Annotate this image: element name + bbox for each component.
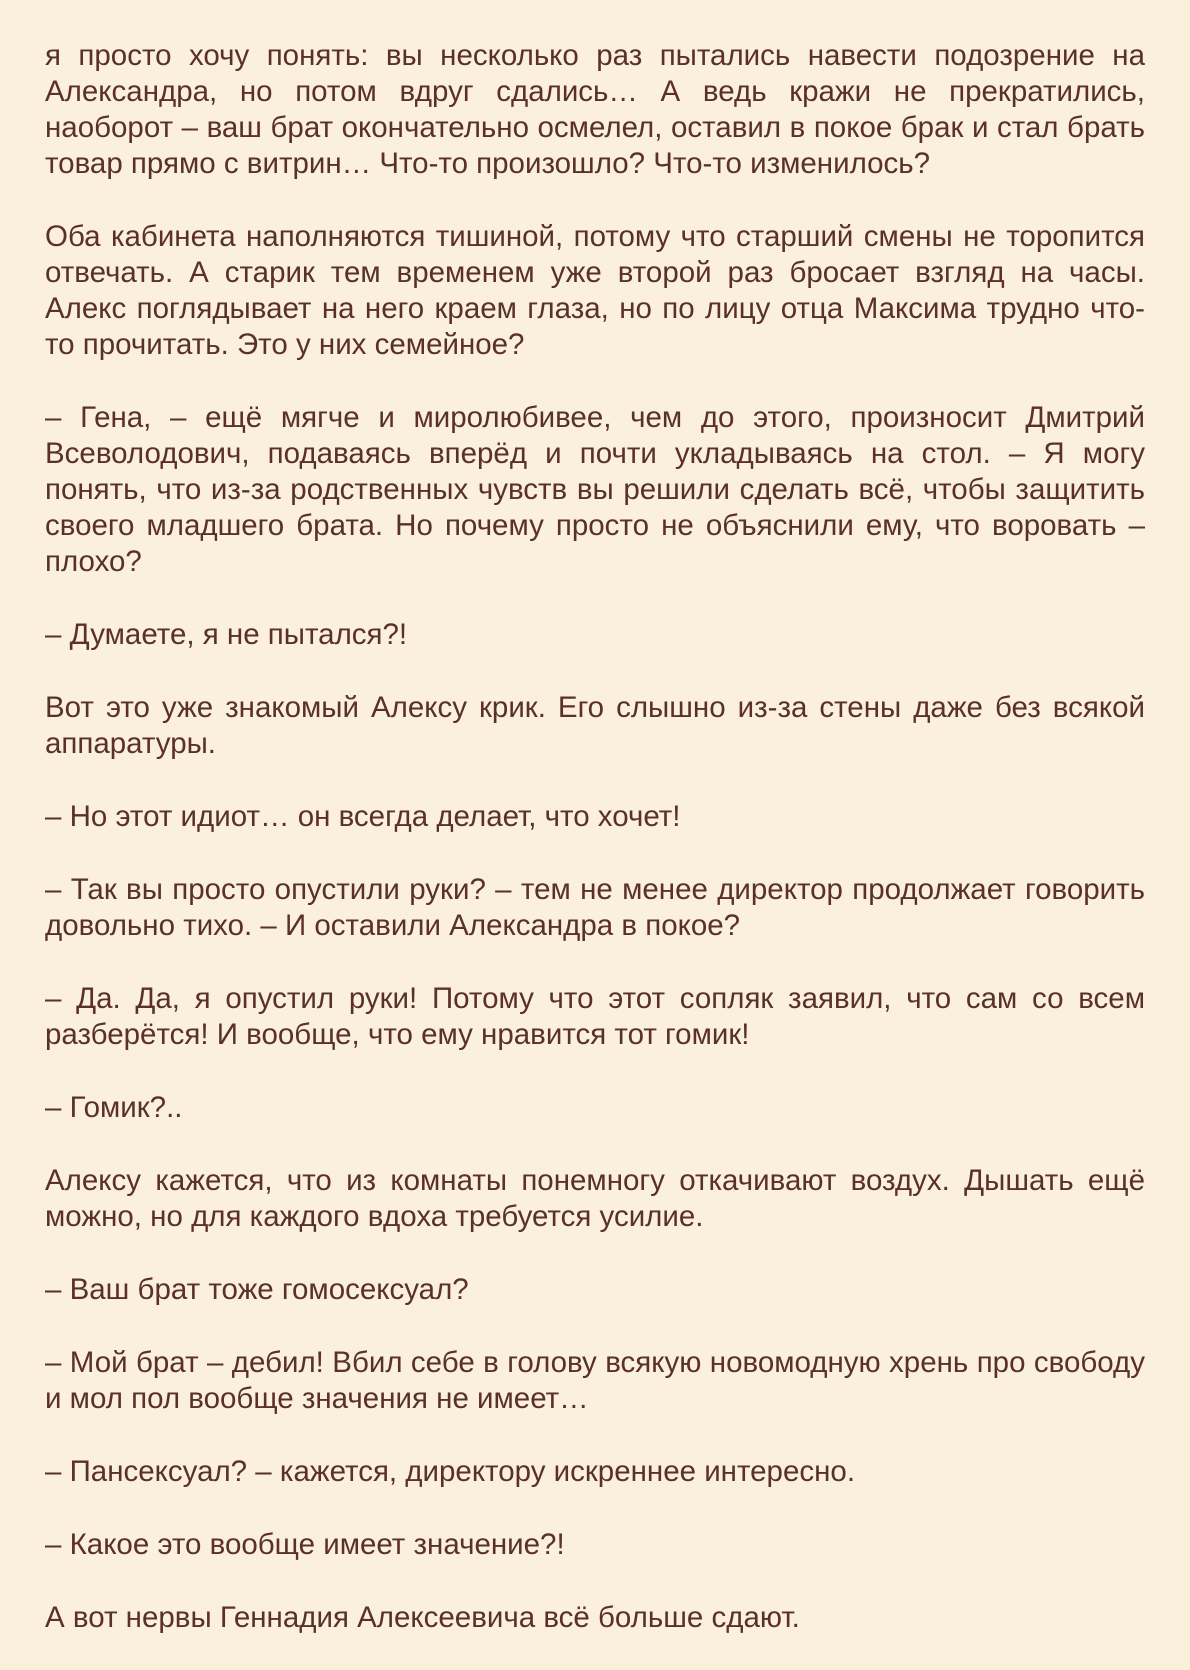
paragraph: Оба кабинета наполняются тишиной, потому что старший смены не торопится отвечать. А старик тем временем уже второй раз бросает взгляд на часы. Алекс поглядывает на него краем глаза, но по лицу отца Максима трудно что-то прочитать. Это у них семейное?	[45, 220, 1145, 361]
paragraph: Алексу кажется, что из комнаты понемногу откачивают воздух. Дышать ещё можно, но для каждого вдоха требуется усилие.	[45, 1164, 1145, 1233]
paragraph: – Думаете, я не пытался?!	[45, 618, 408, 651]
paragraph: – Гомик?..	[45, 1091, 183, 1124]
paragraph: – Да. Да, я опустил руки! Потому что этот сопляк заявил, что сам со всем разберётся! И вообще, что ему нравится тот гомик!	[45, 982, 1145, 1051]
paragraph: – Какое это вообще имеет значение?!	[45, 1528, 565, 1561]
paragraph: – Ваш брат тоже гомосексуал?	[45, 1273, 469, 1306]
paragraph: – Так вы просто опустили руки? – тем не менее директор продолжает говорить довольно тихо. – И оставили Александра в покое?	[45, 873, 1145, 942]
paragraph: – Но этот идиот… он всегда делает, что хочет!	[45, 800, 681, 833]
paragraph: я просто хочу понять: вы несколько раз пытались навести подозрение на Александра, но потом вдруг сдались… А ведь кражи не прекратились, наоборот – ваш брат окончательно осмелел, оставил в покое брак и стал брать товар прямо с витрин… Что-то произошло? Что-то изменилось?	[45, 39, 1145, 180]
paragraph: А вот нервы Геннадия Алексеевича всё больше сдают.	[45, 1601, 800, 1634]
paragraph: – Пансексуал? – кажется, директору искреннее интересно.	[45, 1455, 856, 1488]
paragraph: – Мой брат – дебил! Вбил себе в голову всякую новомодную хрень про свободу и мол пол вообще значения не имеет…	[45, 1346, 1145, 1415]
paragraph: Вот это уже знакомый Алексу крик. Его слышно из-за стены даже без всякой аппаратуры.	[45, 691, 1145, 760]
paragraph: – Гена, – ещё мягче и миролюбивее, чем до этого, произносит Дмитрий Всеволодович, подаваясь вперёд и почти укладываясь на стол. – Я могу понять, что из-за родственных чувств вы решили сделать всё, чтобы защитить своего младшего брата. Но почему просто не объяснили ему, что воровать – плохо?	[45, 401, 1145, 578]
